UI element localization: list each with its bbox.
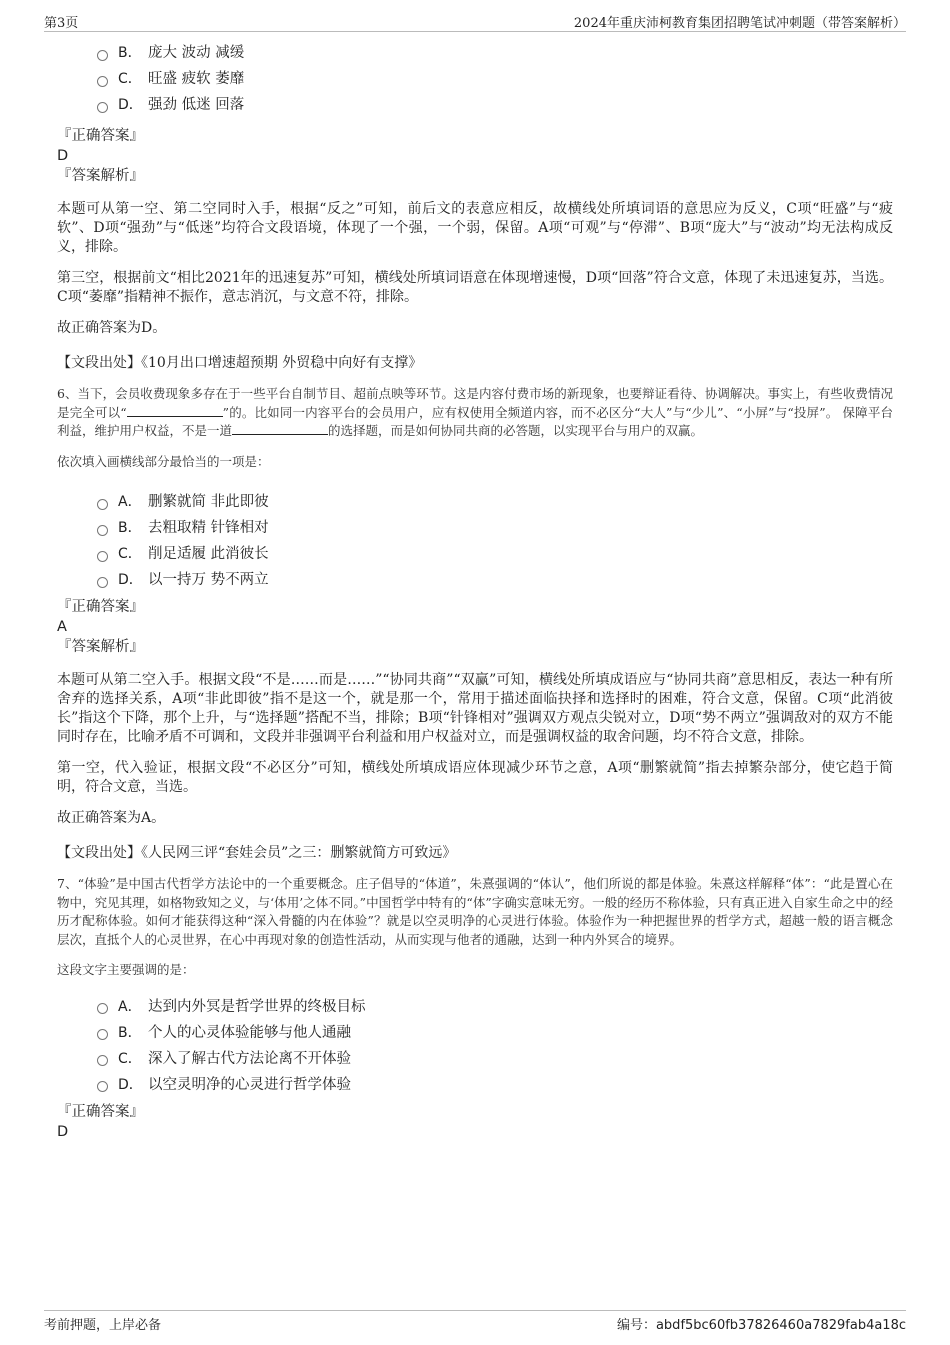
q6-prompt: 依次填入画横线部分最恰当的一项是： [57, 453, 270, 469]
radio-icon[interactable] [97, 76, 108, 87]
q6-option-a[interactable]: A． 删繁就简 非此即彼 [97, 489, 893, 515]
q6-option-c[interactable]: C． 削足适履 此消彼长 [97, 541, 893, 567]
q6-source: 【文段出处】《人民网三评“套娃会员”之三：删繁就简方可致远》 [57, 845, 457, 861]
radio-icon[interactable] [97, 1081, 108, 1092]
blank-line [127, 404, 223, 417]
q6-conclusion: 故正确答案为A。 [57, 810, 166, 826]
page-header [44, 12, 906, 32]
document-code: 编号：abdf5bc60fb37826460a7829fab4a18c [616, 1318, 906, 1333]
q5-conclusion: 故正确答案为D。 [57, 320, 167, 336]
q5-option-d[interactable]: D． 强劲 低迷 回落 [97, 92, 893, 118]
q7-answer: D [57, 1123, 69, 1140]
q7-options [97, 994, 893, 1098]
q7-option-c[interactable]: C． 深入了解古代方法论离不开体验 [97, 1046, 893, 1072]
q5-option-c[interactable]: C． 旺盛 疲软 萎靡 [97, 66, 893, 92]
q7-stem: 7、“体验”是中国古代哲学方法论中的一个重要概念。庄子倡导的“体道”，朱熹强调的“体认”，他们所说的都是体验。朱熹这样解释“体”：“此是置心在物中，究见其理，如格物致知之义，与‘体用’之体不同。”中国哲学中特有的“体”字确实意味无穷。一般的经历不称体验，只有真正进入自家生命之中的经历才配称体验。如何才能获得这种“深入骨髓的内在体验”？就是以空灵明净的心灵进行体验。体验作为一种把握世界的哲学方式，超越一般的语言概念层次，直抵个人的心灵世界，在心中再现对象的创造性活动，从而实现与他者的通融，达到一种内外冥合的境界。 [57, 876, 893, 947]
radio-icon[interactable] [97, 1029, 108, 1040]
radio-icon[interactable] [97, 1055, 108, 1066]
radio-icon[interactable] [97, 499, 108, 510]
radio-icon[interactable] [97, 102, 108, 113]
q6-stem: 6、当下，会员收费现象多存在于一些平台自制节目、超前点映等环节。这是内容付费市场的新现象，也要辩证看待、协调解决。事实上，有些收费情况是完全可以“ ”的。比如同一内容平台的会员用户，应有权使用全频道内容，而不必区分“大人”与“少儿”、“小屏”与“投屏”。 保障平台利益，维护用户权益，不是一道 的选择题，而是如何协同共商的必答题，以实现平台与用户的双赢。 [57, 386, 893, 438]
page-number: 第3页 [44, 16, 79, 31]
q6-option-b[interactable]: B． 去粗取精 针锋相对 [97, 515, 893, 541]
q6-option-d[interactable]: D． 以一持万 势不两立 [97, 567, 893, 593]
q5-options [97, 40, 893, 118]
q7-option-b[interactable]: B． 个人的心灵体验能够与他人通融 [97, 1020, 893, 1046]
q7-prompt: 这段文字主要强调的是： [57, 962, 195, 977]
radio-icon[interactable] [97, 551, 108, 562]
correct-answer-label: 『正确答案』 [57, 599, 144, 615]
q5-analysis-2: 第三空，根据前文“相比2021年的迅速复苏”可知，横线处所填词语意在体现增速慢，D项“回落”符合文意，体现了未迅速复苏，当选。C项“萎靡”指精神不振作，意志消沉，与文意不符，排除。 [57, 270, 893, 305]
radio-icon[interactable] [97, 525, 108, 536]
radio-icon[interactable] [97, 50, 108, 61]
q5-source: 【文段出处】《10月出口增速超预期 外贸稳中向好有支撑》 [57, 355, 423, 371]
page-content [57, 40, 893, 1142]
q7-option-d[interactable]: D． 以空灵明净的心灵进行哲学体验 [97, 1072, 893, 1098]
footer-divider [44, 1310, 906, 1311]
document-title: 2024年重庆沛柯教育集团招聘笔试冲刺题（带答案解析） [573, 16, 906, 31]
correct-answer-label: 『正确答案』 [57, 128, 144, 144]
q5-analysis-1: 本题可从第一空、第二空同时入手，根据“反之”可知，前后文的表意应相反，故横线处所填词语的意思应为反义，C项“旺盛”与“疲软”、D项“强劲”与“低迷”均符合文段语境，体现了一个强，一个弱，保留。A项“可观”与“停滞”、B项“庞大”与“波动”均无法构成反义，排除。 [57, 201, 893, 255]
analysis-label: 『答案解析』 [57, 168, 144, 184]
correct-answer-label: 『正确答案』 [57, 1103, 144, 1120]
q6-answer: A [57, 619, 67, 635]
header-divider [44, 31, 906, 32]
radio-icon[interactable] [97, 1003, 108, 1014]
analysis-label: 『答案解析』 [57, 639, 144, 655]
blank-line [232, 422, 328, 435]
radio-icon[interactable] [97, 577, 108, 588]
q6-options [97, 489, 893, 593]
footer-slogan: 考前押题，上岸必备 [44, 1318, 162, 1333]
q7-option-a[interactable]: A． 达到内外冥是哲学世界的终极目标 [97, 994, 893, 1020]
q5-answer: D [57, 148, 69, 164]
q6-analysis-2: 第一空，代入验证，根据文段“不必区分”可知，横线处所填成语应体现减少环节之意，A项“删繁就简”指去掉繁杂部分，使它趋于简明，符合文意，当选。 [57, 760, 893, 795]
q6-analysis-1: 本题可从第二空入手。根据文段“不是……而是……”“协同共商”“双赢”可知，横线处所填成语应与“协同共商”意思相反，表达一种有所舍弃的选择关系，A项“非此即彼”指不是这一个，就是那一个，常用于描述面临抉择和选择时的困难，符合文意，保留。C项“此消彼长”指这个下降，那个上升，与“选择题”搭配不当，排除；B项“针锋相对”强调双方观点尖锐对立，D项“势不两立”强调敌对的双方不能同时存在，比喻矛盾不可调和，文段并非强调平台利益和用户权益对立，而是强调权益的取舍问题，均不符合文意，排除。 [57, 672, 893, 745]
q5-option-b[interactable]: B． 庞大 波动 减缓 [97, 40, 893, 66]
